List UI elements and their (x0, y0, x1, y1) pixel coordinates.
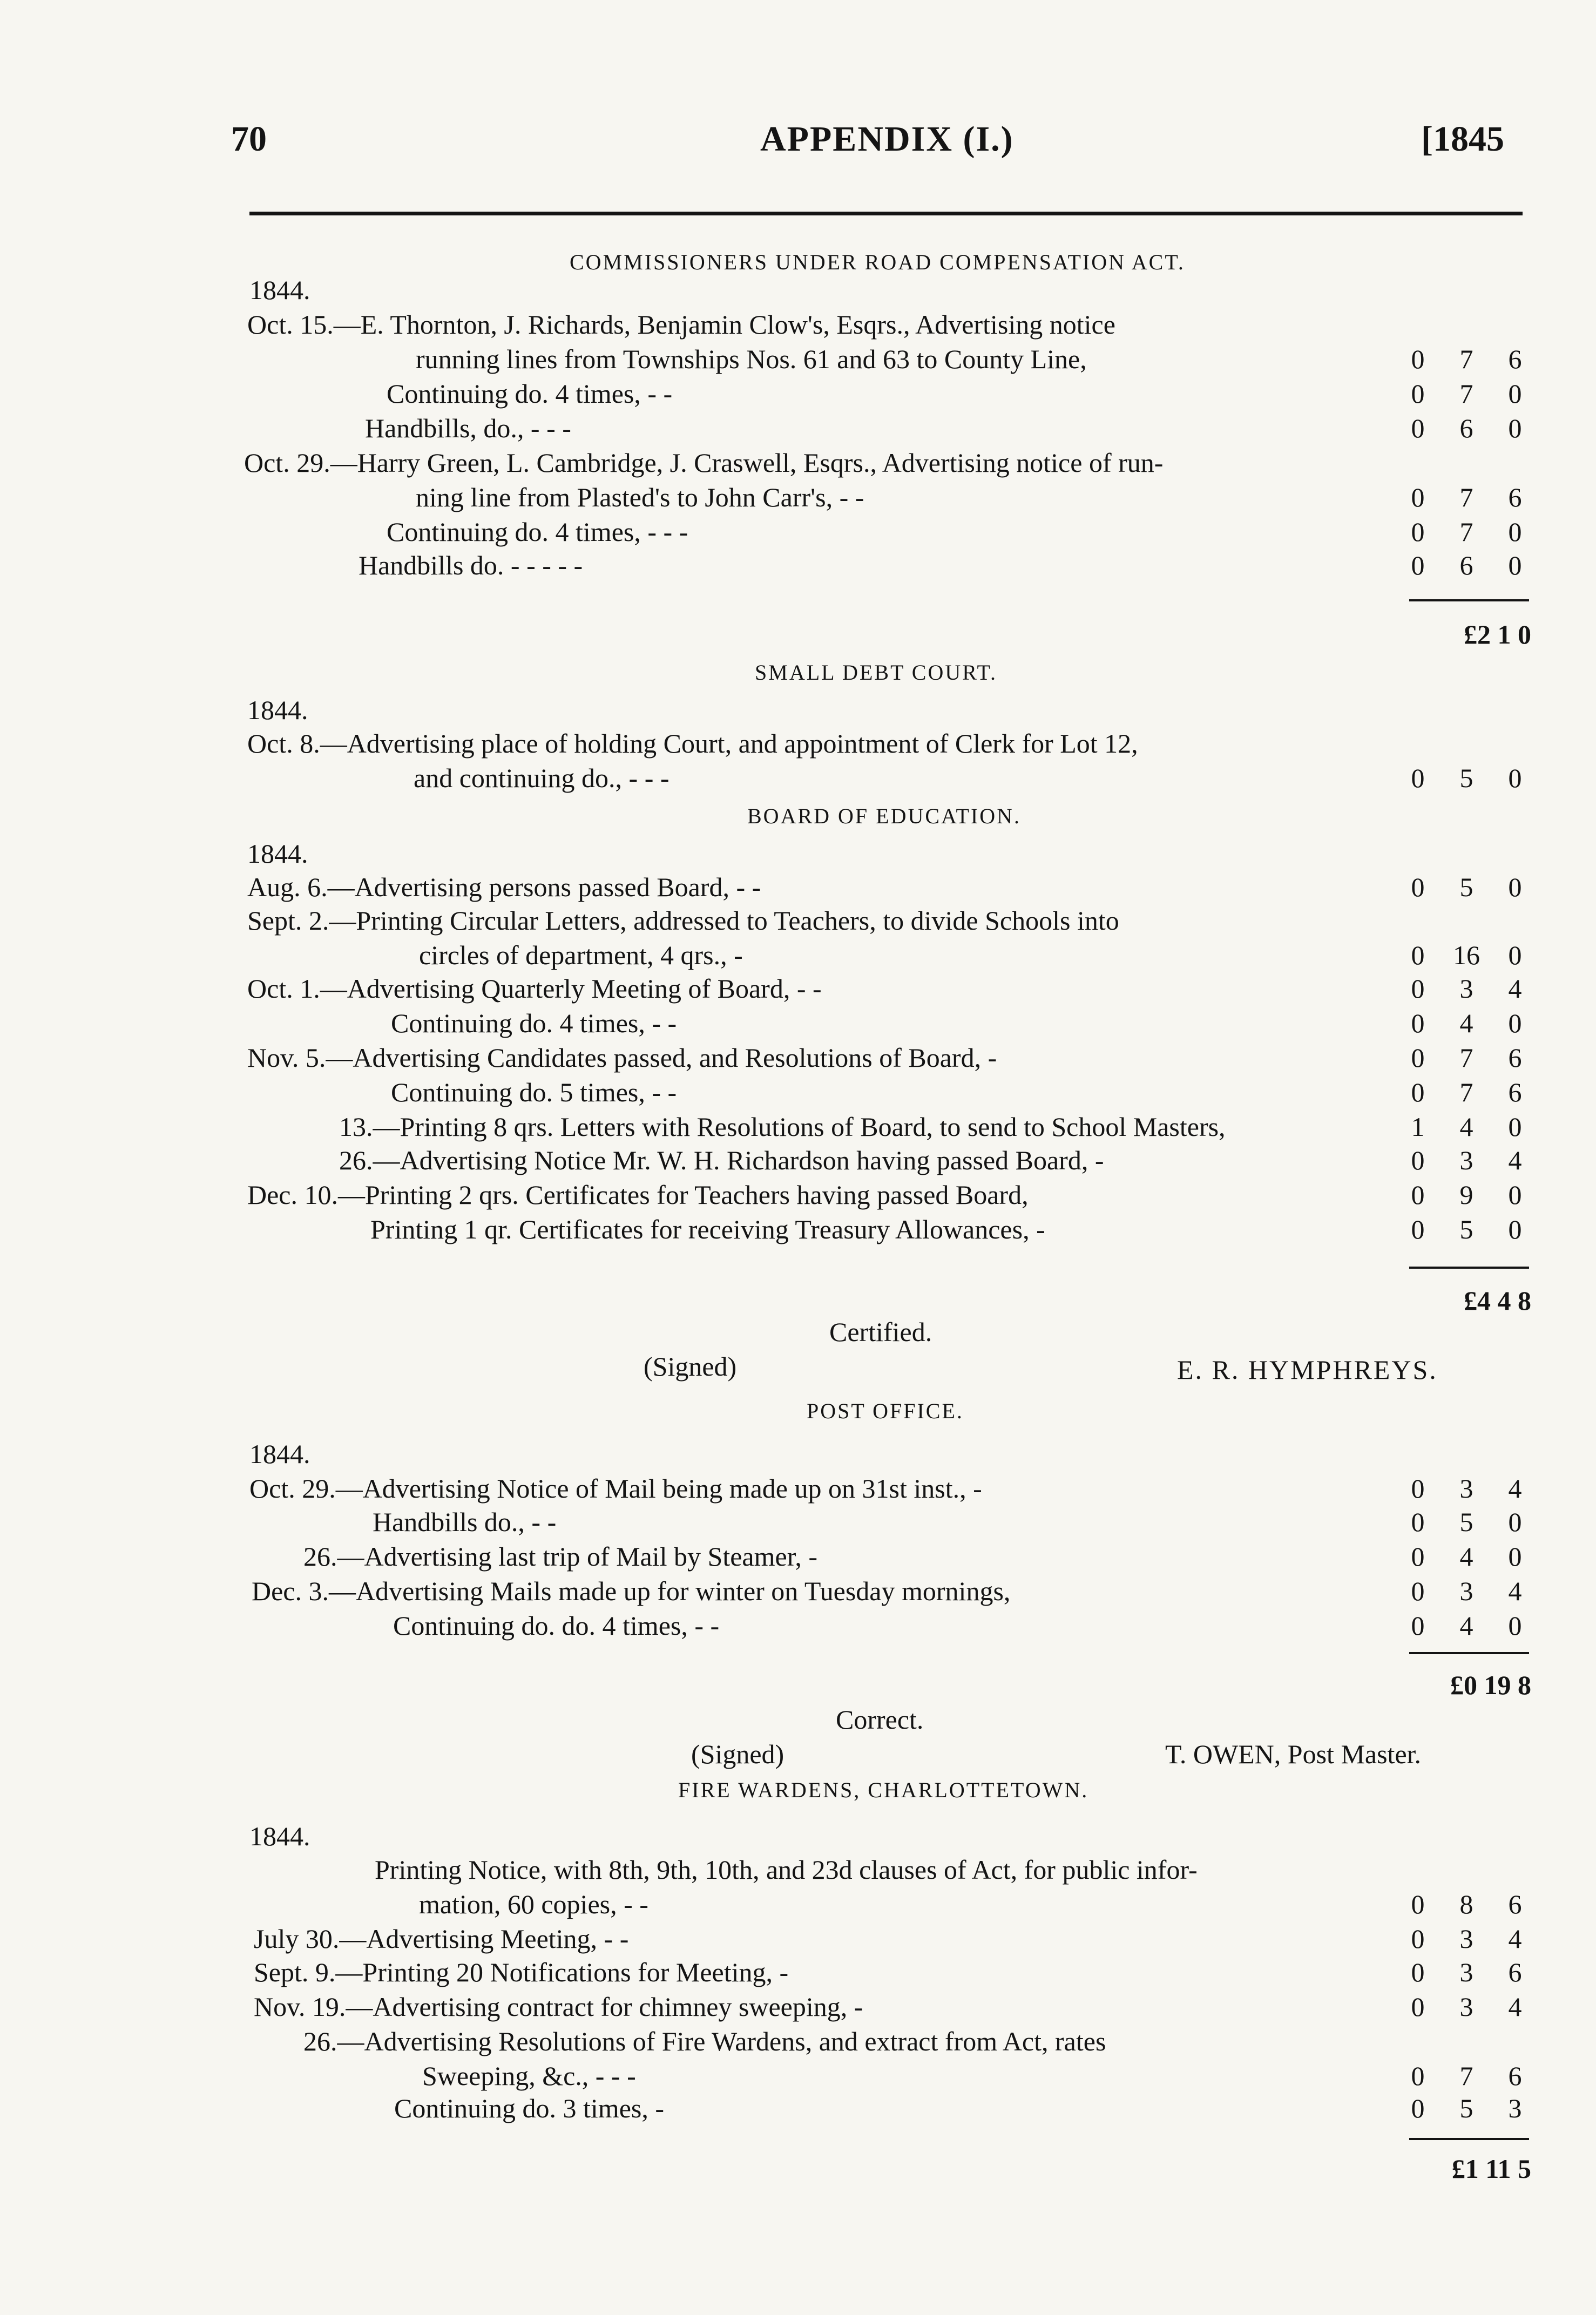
attestation: Certified. (829, 1317, 932, 1347)
amount (1402, 973, 1531, 1004)
pence: 0 (1508, 872, 1522, 902)
page-title: APPENDIX (I.) (760, 119, 1014, 159)
entry-line: Handbills do. - - - - - (359, 550, 583, 580)
entry-line: Oct. 8.—Advertising place of holding Court, and appointment of Clerk for Lot 12, (247, 728, 1138, 759)
amount (1402, 1575, 1531, 1607)
pence: 0 (1508, 1541, 1522, 1572)
page-number: 70 (231, 119, 267, 159)
entry-line: Oct. 29.—Harry Green, L. Cambridge, J. Craswell, Esqrs., Advertising notice of run- (244, 448, 1164, 478)
pence: 0 (1508, 378, 1522, 409)
entry-line: Continuing do. 4 times, - - - (387, 517, 688, 547)
entry-line: Printing Notice, with 8th, 9th, 10th, and 23d clauses of Act, for public infor- (375, 1854, 1198, 1885)
amount (1402, 1991, 1531, 2022)
amount (1402, 1541, 1531, 1572)
shillings: 4 (1459, 1008, 1473, 1038)
amount (1402, 1179, 1531, 1210)
shillings: 16 (1453, 940, 1480, 970)
shillings: 7 (1459, 2061, 1473, 2091)
section-title: POST OFFICE. (807, 1399, 964, 1423)
pounds: 0 (1411, 1992, 1425, 2022)
pounds: 0 (1411, 413, 1425, 443)
amount (1402, 1111, 1531, 1142)
entry-line: July 30.—Advertising Meeting, - - (254, 1924, 629, 1954)
entry-line: 26.—Advertising last trip of Mail by Steamer, - (303, 1541, 818, 1572)
section-title: SMALL DEBT COURT. (755, 660, 997, 685)
amount (1402, 1888, 1531, 1920)
shillings: 3 (1459, 1957, 1473, 1987)
section-title: FIRE WARDENS, CHARLOTTETOWN. (678, 1778, 1089, 1802)
signer-name: T. OWEN, Post Master. (1165, 1739, 1422, 1769)
amount (1402, 1214, 1531, 1245)
pounds: 0 (1411, 1576, 1425, 1606)
pence: 0 (1508, 550, 1522, 580)
pounds: 0 (1411, 1889, 1425, 1919)
entry-line: Aug. 6.—Advertising persons passed Board, - - (247, 872, 761, 902)
entry-line: Handbills do., - - (373, 1507, 557, 1537)
section-year: 1844. (247, 695, 308, 725)
pence: 4 (1508, 1473, 1522, 1504)
amount (1402, 1007, 1531, 1039)
amount (1402, 1610, 1531, 1641)
shillings: 7 (1459, 517, 1473, 547)
pence: 6 (1508, 482, 1522, 512)
amount (1402, 516, 1531, 547)
pence: 6 (1508, 1957, 1522, 1987)
pounds: 0 (1411, 1473, 1425, 1504)
entry-line: Continuing do. 5 times, - - (391, 1077, 677, 1107)
shillings: 5 (1459, 1214, 1473, 1244)
pounds: 0 (1411, 482, 1425, 512)
shillings: 3 (1459, 1924, 1473, 1954)
section-total: £4 4 8 (1464, 1285, 1531, 1316)
pence: 4 (1508, 973, 1522, 1004)
shillings: 5 (1459, 763, 1473, 793)
shillings: 7 (1459, 378, 1473, 409)
entry-line: mation, 60 copies, - - (419, 1889, 648, 1919)
entry-line: and continuing do., - - - (414, 763, 669, 793)
section-total: £0 19 8 (1450, 1670, 1531, 1700)
pounds: 0 (1411, 1008, 1425, 1038)
pence: 6 (1508, 2061, 1522, 2091)
shillings: 6 (1459, 550, 1473, 580)
shillings: 3 (1459, 1473, 1473, 1504)
attestation: Correct. (836, 1704, 924, 1735)
entry-line: circles of department, 4 qrs., - (419, 940, 743, 970)
pounds: 0 (1411, 872, 1425, 902)
pence: 0 (1508, 1507, 1522, 1537)
pounds: 0 (1411, 2061, 1425, 2091)
section-total: £2 1 0 (1464, 619, 1531, 649)
shillings: 6 (1459, 413, 1473, 443)
shillings: 3 (1459, 1576, 1473, 1606)
pounds: 0 (1411, 1924, 1425, 1954)
sum-rule (1409, 2138, 1529, 2140)
amount (1402, 1473, 1531, 1504)
amount (1402, 378, 1531, 409)
pence: 4 (1508, 1145, 1522, 1175)
entry-line: Continuing do. 4 times, - - (391, 1008, 677, 1038)
shillings: 4 (1459, 1610, 1473, 1641)
pounds: 0 (1411, 1145, 1425, 1175)
amount (1402, 412, 1531, 444)
pounds: 0 (1411, 550, 1425, 580)
pence: 0 (1508, 1180, 1522, 1210)
pence: 6 (1508, 344, 1522, 374)
amount (1402, 1077, 1531, 1108)
shillings: 8 (1459, 1889, 1473, 1919)
shillings: 7 (1459, 482, 1473, 512)
section-total: £1 11 5 (1451, 2154, 1531, 2184)
entry-line: Sweeping, &c., - - - (422, 2061, 636, 2091)
sum-rule (1409, 1652, 1529, 1654)
shillings: 9 (1459, 1180, 1473, 1210)
entry-line: Oct. 15.—E. Thornton, J. Richards, Benjamin Clow's, Esqrs., Advertising notice (247, 309, 1115, 340)
header-rule (249, 212, 1523, 215)
shillings: 5 (1459, 2093, 1473, 2123)
pounds: 0 (1411, 1507, 1425, 1537)
page-year: [1845 (1421, 119, 1504, 159)
pence: 0 (1508, 1112, 1522, 1142)
pounds: 0 (1411, 378, 1425, 409)
pounds: 0 (1411, 517, 1425, 547)
section-title: BOARD OF EDUCATION. (747, 804, 1022, 828)
section-year: 1844. (249, 1439, 310, 1469)
amount (1402, 1042, 1531, 1073)
amount (1402, 1957, 1531, 1988)
shillings: 4 (1459, 1541, 1473, 1572)
signed-label: (Signed) (691, 1739, 785, 1769)
pounds: 0 (1411, 1077, 1425, 1107)
entry-line: ning line from Plasted's to John Carr's, - - (416, 482, 864, 512)
amount (1402, 939, 1531, 971)
pounds: 0 (1411, 1214, 1425, 1244)
entry-line: Dec. 3.—Advertising Mails made up for winter on Tuesday mornings, (252, 1576, 1011, 1606)
pence: 0 (1508, 517, 1522, 547)
pounds: 0 (1411, 1957, 1425, 1987)
shillings: 5 (1459, 1507, 1473, 1537)
section-year: 1844. (247, 838, 308, 869)
amount (1402, 1923, 1531, 1954)
pounds: 0 (1411, 940, 1425, 970)
entry-line: 13.—Printing 8 qrs. Letters with Resolutions of Board, to send to School Masters, (339, 1112, 1226, 1142)
pence: 4 (1508, 1992, 1522, 2022)
signer-name: E. R. HYMPHREYS. (1177, 1355, 1438, 1385)
shillings: 3 (1459, 973, 1473, 1004)
entry-line: 26.—Advertising Resolutions of Fire Wardens, and extract from Act, rates (303, 2026, 1106, 2056)
entry-line: running lines from Townships Nos. 61 and 63 to County Line, (416, 344, 1087, 374)
pounds: 0 (1411, 1180, 1425, 1210)
shillings: 3 (1459, 1145, 1473, 1175)
entry-line: Printing 1 qr. Certificates for receiving Treasury Allowances, - (370, 1214, 1045, 1244)
shillings: 7 (1459, 1043, 1473, 1073)
section-year: 1844. (249, 275, 310, 305)
pence: 0 (1508, 940, 1522, 970)
entry-line: Continuing do. do. 4 times, - - (393, 1610, 720, 1641)
shillings: 5 (1459, 872, 1473, 902)
entry-line: Nov. 5.—Advertising Candidates passed, and Resolutions of Board, - (247, 1043, 997, 1073)
amount (1402, 550, 1531, 581)
section-title: COMMISSIONERS UNDER ROAD COMPENSATION ACT. (570, 250, 1185, 274)
pounds: 1 (1411, 1112, 1425, 1142)
entry-line: Nov. 19.—Advertising contract for chimney sweeping, - (254, 1992, 863, 2022)
pence: 6 (1508, 1077, 1522, 1107)
shillings: 7 (1459, 1077, 1473, 1107)
shillings: 4 (1459, 1112, 1473, 1142)
amount (1402, 482, 1531, 513)
amount (1402, 1145, 1531, 1176)
pounds: 0 (1411, 763, 1425, 793)
pence: 0 (1508, 1610, 1522, 1641)
pounds: 0 (1411, 1541, 1425, 1572)
pence: 0 (1508, 763, 1522, 793)
sum-rule (1409, 1267, 1529, 1269)
pounds: 0 (1411, 1610, 1425, 1641)
amount (1402, 2060, 1531, 2091)
entry-line: Oct. 29.—Advertising Notice of Mail being made up on 31st inst., - (249, 1473, 982, 1504)
pounds: 0 (1411, 2093, 1425, 2123)
entry-line: Continuing do. 3 times, - (394, 2093, 664, 2123)
entry-line: Continuing do. 4 times, - - (387, 378, 673, 409)
entry-line: Sept. 2.—Printing Circular Letters, addressed to Teachers, to divide Schools into (247, 905, 1119, 936)
amount (1402, 871, 1531, 903)
entry-line: Sept. 9.—Printing 20 Notifications for Meeting, - (254, 1957, 789, 1987)
pounds: 0 (1411, 344, 1425, 374)
pence: 3 (1508, 2093, 1522, 2123)
pence: 0 (1508, 413, 1522, 443)
pence: 6 (1508, 1043, 1522, 1073)
entry-line: Oct. 1.—Advertising Quarterly Meeting of Board, - - (247, 973, 822, 1004)
pence: 4 (1508, 1576, 1522, 1606)
pence: 6 (1508, 1889, 1522, 1919)
shillings: 7 (1459, 344, 1473, 374)
amount (1402, 2093, 1531, 2124)
entry-line: Dec. 10.—Printing 2 qrs. Certificates for Teachers having passed Board, (247, 1180, 1029, 1210)
section-year: 1844. (249, 1821, 310, 1851)
amount (1402, 762, 1531, 794)
signed-label: (Signed) (644, 1351, 737, 1382)
sum-rule (1409, 599, 1529, 601)
amount (1402, 1506, 1531, 1538)
pounds: 0 (1411, 973, 1425, 1004)
pence: 4 (1508, 1924, 1522, 1954)
entry-line: Handbills, do., - - - (365, 413, 571, 443)
pounds: 0 (1411, 1043, 1425, 1073)
pence: 0 (1508, 1214, 1522, 1244)
pence: 0 (1508, 1008, 1522, 1038)
amount (1402, 343, 1531, 375)
shillings: 3 (1459, 1992, 1473, 2022)
entry-line: 26.—Advertising Notice Mr. W. H. Richardson having passed Board, - (339, 1145, 1104, 1175)
